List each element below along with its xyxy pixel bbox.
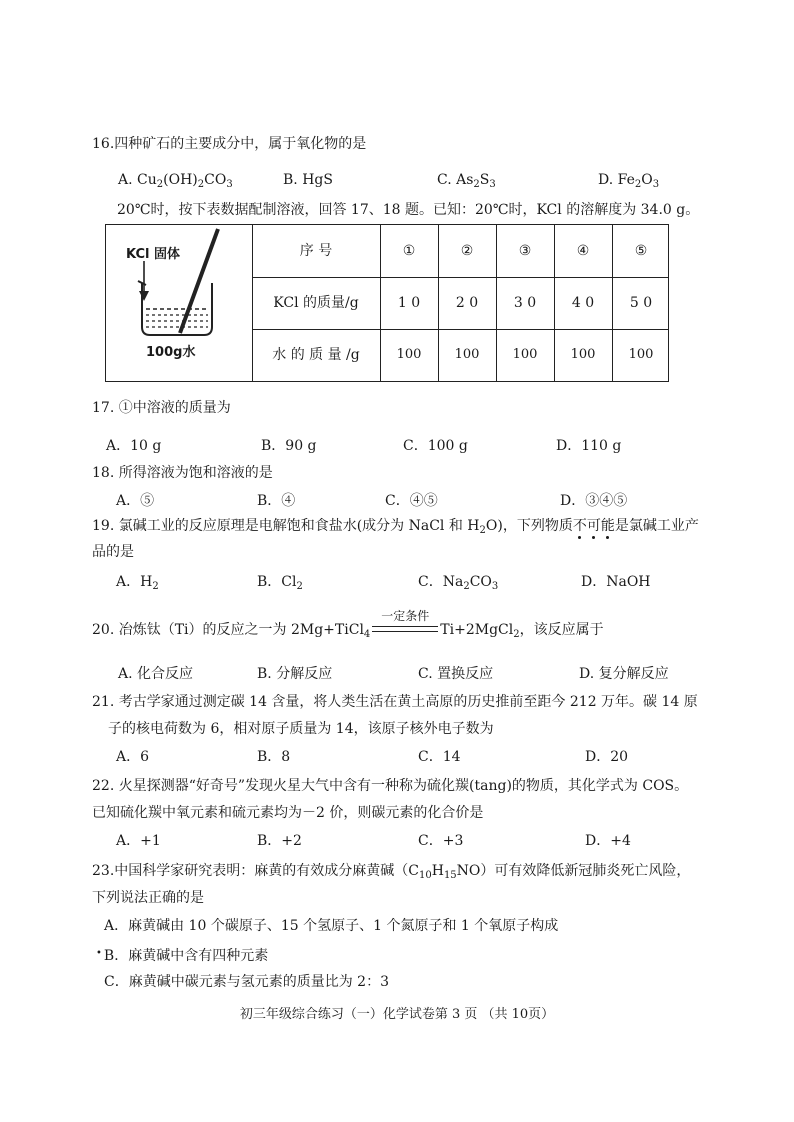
q20-stem: 20. 冶炼钛（Ti）的反应之一为 2Mg+TiCl$_4$ 一定条件 Ti+2MgCl$_2$，该反应属于: [92, 609, 604, 640]
kcl-mass-2: 2 0: [455, 295, 479, 311]
q19-stem: 19. 氯碱工业的反应原理是电解饱和食盐水(成分为 NaCl 和 $H_2O$)，下列物质不可能是氯碱工业产: [92, 518, 699, 536]
q19-option-d: D．NaOH: [581, 574, 651, 590]
q19-option-a: A．$H_2$: [116, 574, 159, 592]
q17-option-d: D．110 g: [556, 438, 622, 454]
col-3: ③: [518, 243, 532, 259]
q22-line2: 已知硫化羰中氧元素和硫元素均为－2 价，则碳元素的化合价是: [92, 805, 484, 821]
kcl-mass-1: 1 0: [397, 295, 421, 311]
q21-option-a: A．6: [116, 749, 150, 765]
emphasis-char-3: 能: [600, 518, 615, 534]
q16-option-d: D. $Fe_2O_3$: [598, 172, 660, 190]
q16-option-a: A. $Cu_2(OH)_2CO_3$: [118, 172, 233, 190]
q22-option-a: A．+1: [116, 833, 161, 849]
water-mass-1: 100: [396, 347, 422, 362]
q20-option-a: A. 化合反应: [118, 666, 194, 682]
q20-option-b: B. 分解反应: [257, 666, 333, 682]
q23-option-a: A．麻黄碱由 10 个碳原子、15 个氢原子、1 个氮原子和 1 个氧原子构成: [104, 918, 559, 934]
col-2: ②: [460, 243, 474, 259]
row-header-water-mass: 水 的 质 量 /g: [272, 347, 360, 363]
col-4: ④: [576, 243, 590, 259]
q22-line1: 22. 火星探测器“好奇号”发现火星大气中含有一种称为硫化羰(tang)的物质，其化学式为 COS。: [92, 778, 689, 794]
q16-option-c: C. $As_2S_3$: [437, 172, 496, 190]
q18-option-b: B．④: [257, 493, 296, 509]
water-mass-3: 100: [512, 347, 538, 362]
q17-stem: 17. ①中溶液的质量为: [92, 400, 231, 416]
kcl-mass-3: 3 0: [513, 295, 537, 311]
q22-option-b: B．+2: [257, 833, 302, 849]
page-footer: 初三年级综合练习（一）化学试卷第 3 页 （共 10页）: [239, 1007, 555, 1022]
water-mass-5: 100: [628, 347, 654, 362]
q20-option-c: C. 置换反应: [418, 666, 494, 682]
q19-stem-line2: 品的是: [92, 544, 134, 560]
q16-stem: 16.四种矿石的主要成分中，属于氧化物的是: [92, 136, 367, 152]
water-mass-4: 100: [570, 347, 596, 362]
q18-option-d: D．③④⑤: [560, 493, 628, 509]
emphasis-char-2: 可: [586, 518, 601, 534]
solution-table: [105, 224, 669, 382]
q17-option-b: B．90 g: [261, 438, 317, 454]
q18-stem: 18. 所得溶液为饱和溶液的是: [92, 465, 273, 481]
row-header-kcl-mass: KCl 的质量/g: [273, 295, 359, 311]
bullet-dot-icon: •: [96, 948, 102, 959]
beaker-illustration: [106, 225, 252, 381]
water-mass-2: 100: [454, 347, 480, 362]
q19-option-b: B．$Cl_2$: [257, 574, 303, 592]
q18-option-a: A．⑤: [116, 493, 155, 509]
q16-option-b: B. HgS: [283, 172, 333, 188]
q23-line1: 23.中国科学家研究表明：麻黄的有效成分麻黄碱$(C_{10}H_{15}NO)$可有效降低新冠肺炎死亡风险，: [92, 863, 691, 881]
col-5: ⑤: [634, 243, 648, 259]
reaction-condition: 一定条件: [372, 620, 438, 640]
q23-option-b: • B．麻黄碱中含有四种元素: [96, 948, 269, 964]
intro-text: 20℃时，按下表数据配制溶液，回答 17、18 题。已知：20℃时，KCl 的溶解度为 34.0 g。: [117, 202, 700, 218]
q21-line2: 子的核电荷数为 6，相对原子质量为 14，该原子核外电子数为: [108, 721, 494, 737]
q21-line1: 21. 考古学家通过测定碳 14 含量，将人类生活在黄土高原的历史推前至距今 212 万年。碳 14 原: [92, 694, 698, 710]
kcl-mass-4: 4 0: [571, 295, 595, 311]
beaker-label-top: KCl 固体: [126, 247, 181, 262]
q18-option-c: C．④⑤: [385, 493, 438, 509]
q21-option-b: B．8: [257, 749, 291, 765]
q21-option-d: D．20: [585, 749, 629, 765]
q20-option-d: D. 复分解反应: [579, 666, 669, 682]
kcl-mass-5: 5 0: [629, 295, 653, 311]
emphasis-char-1: 不: [572, 518, 587, 534]
q23-line2: 下列说法正确的是: [92, 890, 204, 906]
row-header-index: 序 号: [299, 243, 333, 259]
q21-option-c: C．14: [418, 749, 461, 765]
q19-option-c: C．$Na_2CO_3$: [418, 574, 499, 592]
q17-option-a: A．10 g: [106, 438, 162, 454]
col-1: ①: [402, 243, 416, 259]
q17-option-c: C．100 g: [403, 438, 468, 454]
q23-option-c: C．麻黄碱中碳元素与氢元素的质量比为 2：3: [104, 974, 389, 990]
beaker-label-bottom: 100g水: [146, 345, 196, 360]
q22-option-d: D．+4: [585, 833, 631, 849]
q22-option-c: C．+3: [418, 833, 464, 849]
